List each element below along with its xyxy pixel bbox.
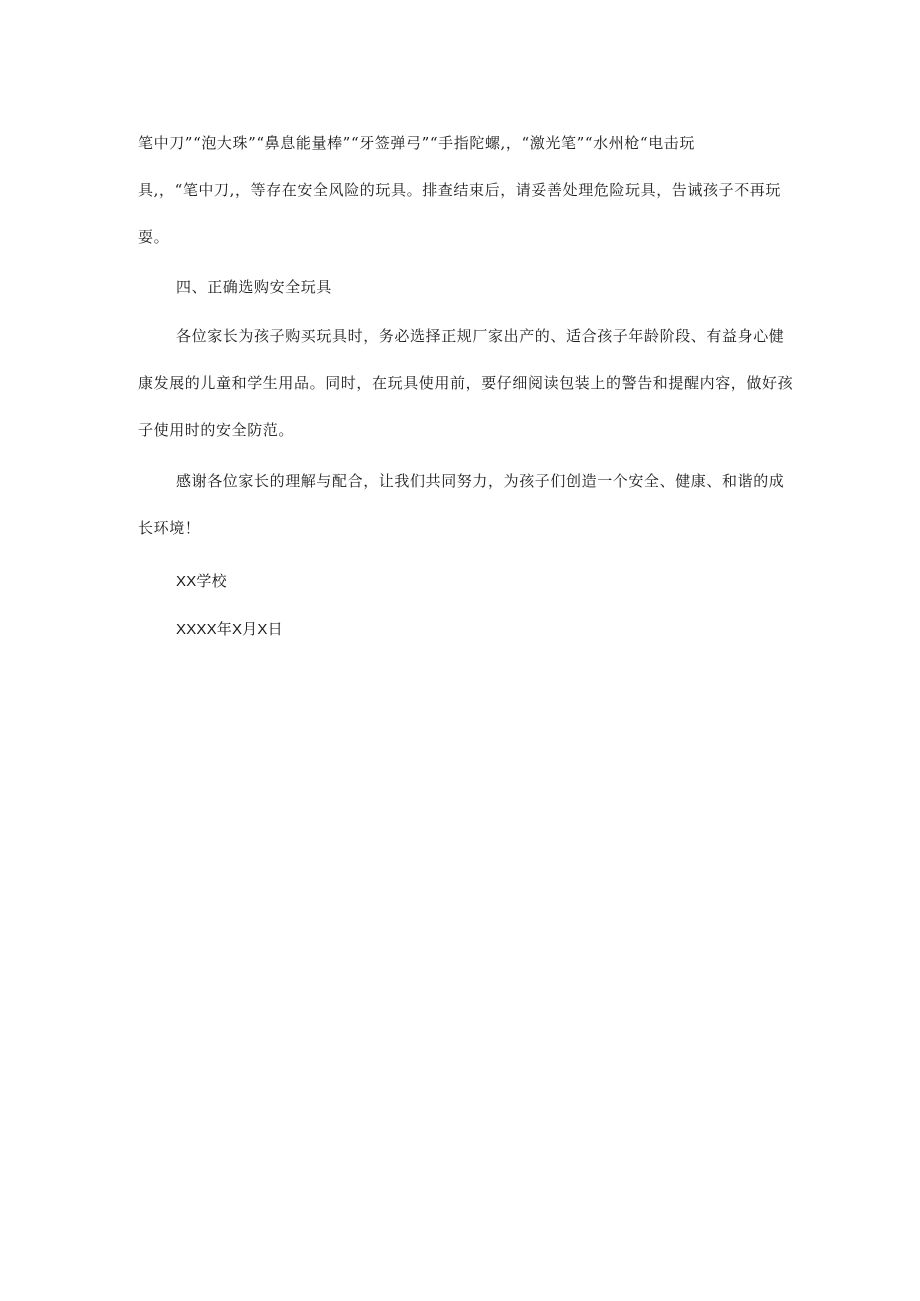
paragraph-line: 各位家长为孩子购买玩具时，务必选择正规厂家出产的、适合孩子年龄阶段、有益身心健 <box>176 327 785 345</box>
paragraph-line: 康发展的儿童和学生用品。同时，在玩具使用前，要仔细阅读包装上的警告和提醒内容，做好孩 <box>138 374 794 392</box>
paragraph-thanks <box>138 458 788 552</box>
paragraph-line: 子使用时的安全防范。 <box>138 421 295 439</box>
signature-school: XX学校 <box>176 573 227 590</box>
paragraph-line: 笔中刀”“泡大珠”“鼻息能量棒”“牙签弹弓”“手指陀螺,，“激光笔”“水州枪“电击玩 <box>138 134 695 152</box>
paragraph-line: 耍。 <box>138 228 170 246</box>
paragraph-buy-toys <box>138 313 794 454</box>
paragraph-line: 感谢各位家长的理解与配合，让我们共同努力，为孩子们创造一个安全、健康、和谐的成 <box>176 472 785 490</box>
section-heading <box>176 264 826 311</box>
signature-date: XXXX年X月X日 <box>176 621 283 638</box>
section-heading-text: 四、正确选购安全玩具 <box>176 278 333 296</box>
paragraph-line: 具,，“笔中刀,，等存在安全风险的玩具。排查结束后，请妥善处理危险玩具，告诫孩子不再玩 <box>138 181 782 199</box>
paragraph-line: 长环境！ <box>138 519 201 537</box>
paragraph-toy-list <box>138 120 788 261</box>
